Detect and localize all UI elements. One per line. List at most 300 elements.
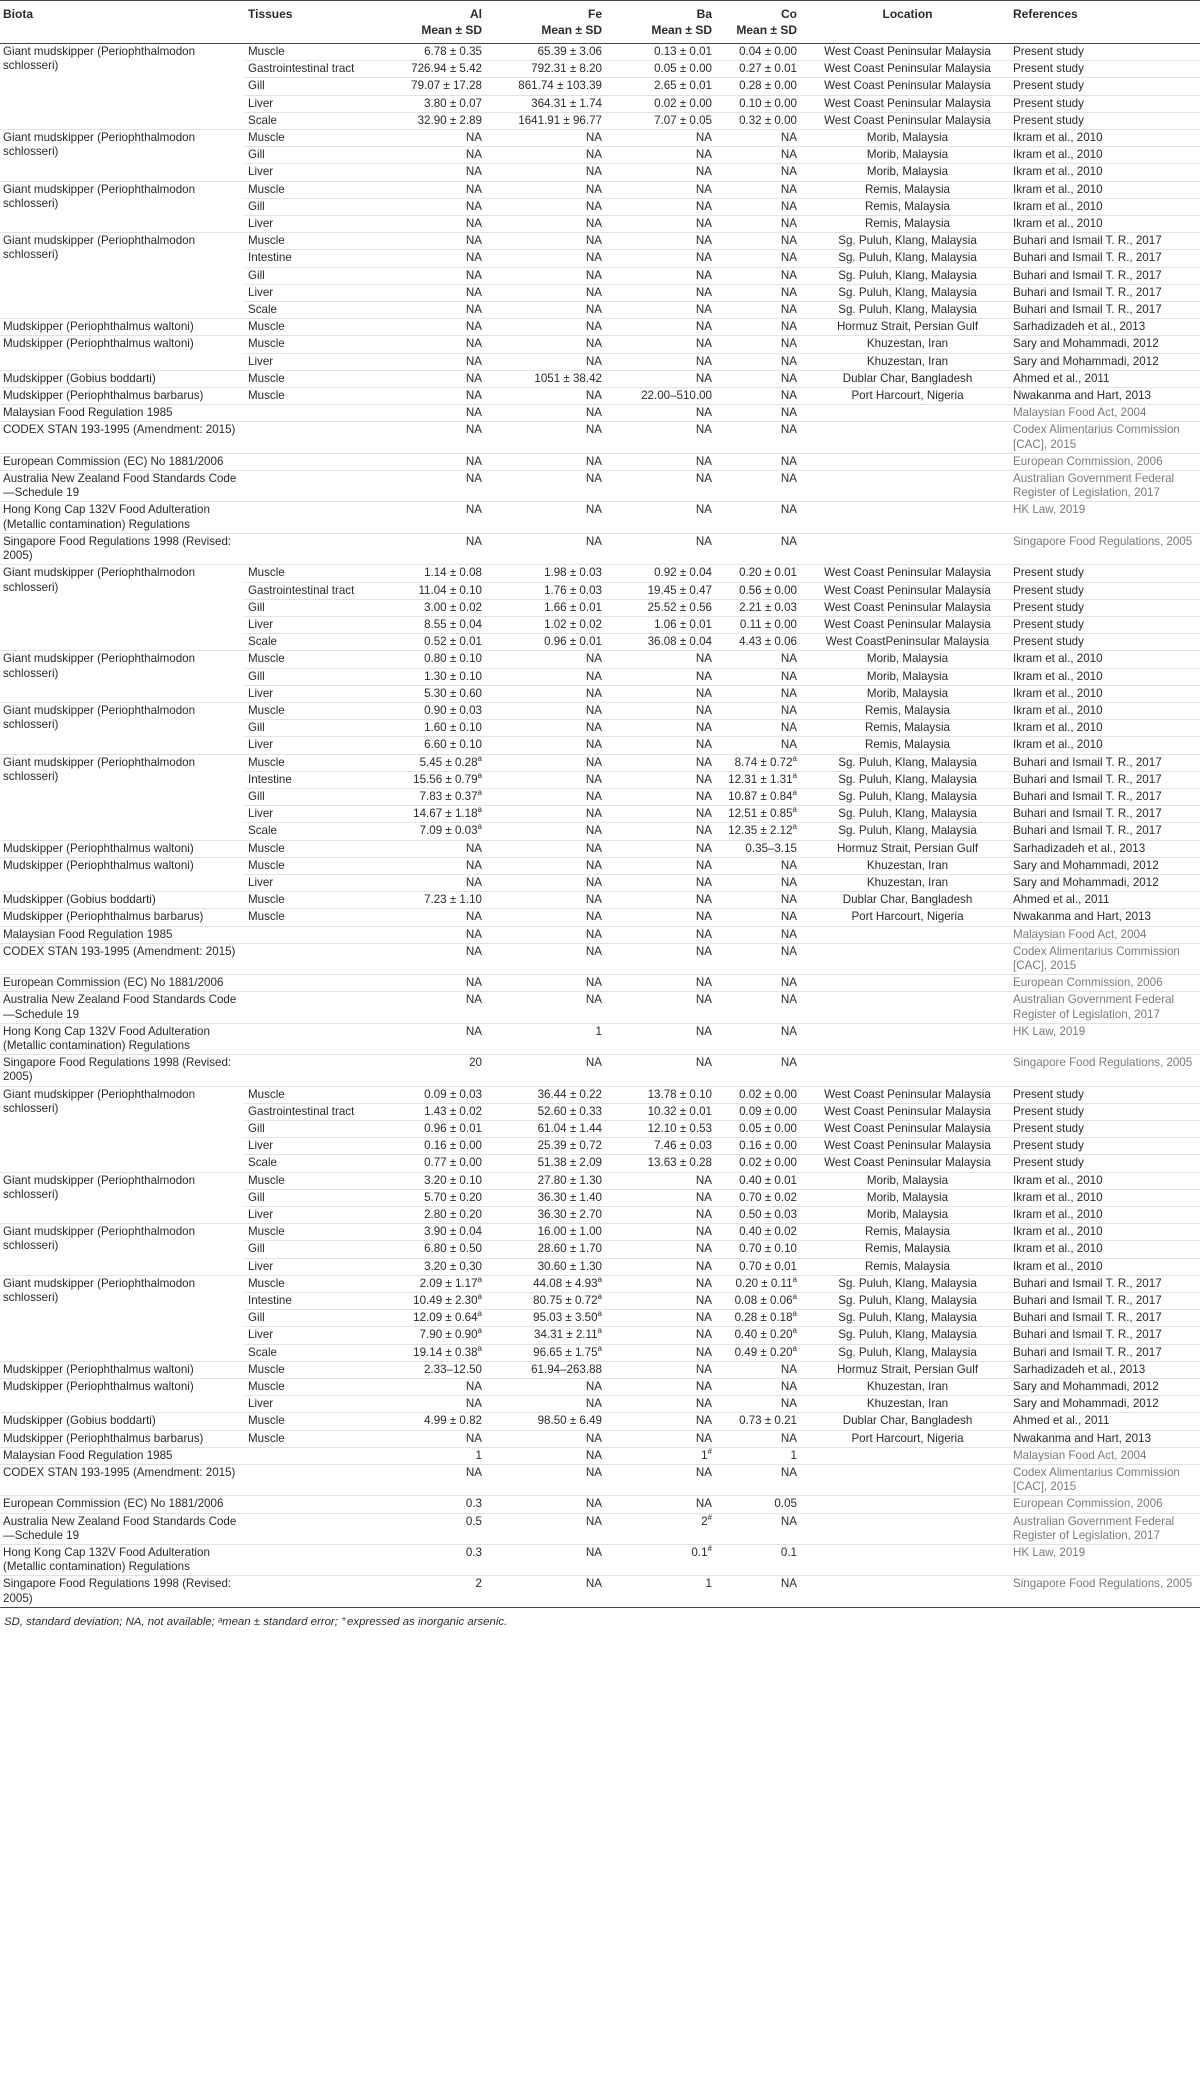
location-cell-text: Morib, Malaysia bbox=[866, 131, 949, 145]
al-cell-text: NA bbox=[465, 1380, 482, 1394]
fe-cell-text: 1641.91 ± 96.77 bbox=[518, 113, 602, 127]
fe-cell-text: NA bbox=[585, 789, 602, 803]
fe-cell bbox=[490, 1361, 610, 1378]
co-cell-text: NA bbox=[780, 472, 797, 486]
location-cell bbox=[805, 78, 1010, 95]
ba-cell bbox=[610, 1293, 720, 1310]
al-cell-text: 726.94 ± 5.42 bbox=[411, 62, 482, 76]
al-cell-text: 2.80 ± 0.20 bbox=[424, 1208, 482, 1222]
al-cell-text: 19.14 ± 0.38 bbox=[413, 1345, 478, 1359]
tissue-cell-text: Liver bbox=[248, 217, 274, 231]
tissue-cell bbox=[245, 1545, 365, 1576]
location-cell-text: West Coast Peninsular Malaysia bbox=[824, 1104, 991, 1118]
co-cell-text: NA bbox=[780, 652, 797, 666]
location-cell-text: Remis, Malaysia bbox=[864, 217, 951, 231]
tissue-cell bbox=[245, 582, 365, 599]
location-cell bbox=[805, 788, 1010, 805]
reference-cell bbox=[1010, 61, 1200, 78]
al-cell bbox=[365, 806, 490, 823]
co-cell-text: 0.10 ± 0.00 bbox=[739, 96, 797, 110]
ba-cell bbox=[610, 1344, 720, 1361]
ba-cell bbox=[610, 44, 720, 61]
al-cell bbox=[365, 533, 490, 564]
table-row bbox=[0, 1379, 1200, 1396]
tissue-cell-text: Gill bbox=[248, 268, 265, 282]
co-cell-text: NA bbox=[780, 337, 797, 351]
reference-cell-text: Present study bbox=[1013, 600, 1084, 614]
fe-cell-text: NA bbox=[585, 503, 602, 517]
fe-cell-text: 61.04 ± 1.44 bbox=[537, 1122, 602, 1135]
biota-cell bbox=[0, 651, 245, 703]
al-cell bbox=[365, 370, 490, 387]
location-cell-text: Sg. Puluh, Klang, Malaysia bbox=[838, 285, 977, 299]
co-cell-text: NA bbox=[780, 320, 797, 334]
tissue-cell bbox=[245, 198, 365, 215]
fe-cell-text: 1 bbox=[595, 1024, 602, 1038]
ba-cell-text: NA bbox=[695, 182, 712, 196]
al-cell bbox=[365, 892, 490, 909]
ba-cell-text: 25.52 ± 0.56 bbox=[647, 600, 712, 614]
tissue-cell bbox=[245, 926, 365, 943]
co-cell-text: 0.28 ± 0.00 bbox=[739, 79, 797, 93]
tissue-cell bbox=[245, 388, 365, 405]
regulation-row bbox=[0, 992, 1200, 1023]
fe-cell-superscript: a bbox=[597, 1326, 602, 1336]
co-cell-text: NA bbox=[780, 927, 797, 941]
reference-cell-text: Present study bbox=[1013, 1139, 1084, 1153]
reference-cell-text: Nwakanma and Hart, 2013 bbox=[1013, 389, 1151, 403]
tissue-cell bbox=[245, 702, 365, 719]
reference-cell bbox=[1010, 1189, 1200, 1206]
table-row bbox=[0, 181, 1200, 198]
ba-cell bbox=[610, 1465, 720, 1496]
reference-cell-text: Codex Alimentarius Commission [CAC], 2015 bbox=[1013, 423, 1180, 451]
reference-cell bbox=[1010, 616, 1200, 633]
fe-cell-text: NA bbox=[585, 1497, 602, 1511]
al-cell-text: 1.30 ± 0.10 bbox=[424, 669, 482, 683]
regulation-name-cell bbox=[0, 926, 245, 943]
reference-cell bbox=[1010, 926, 1200, 943]
tissue-cell bbox=[245, 147, 365, 164]
al-cell-text: NA bbox=[465, 976, 482, 990]
al-cell bbox=[365, 78, 490, 95]
al-cell bbox=[365, 1513, 490, 1544]
tissue-cell-text: Muscle bbox=[248, 652, 285, 666]
fe-cell bbox=[490, 198, 610, 215]
table-row bbox=[0, 233, 1200, 250]
co-cell-text: NA bbox=[780, 454, 797, 468]
fe-cell-text: NA bbox=[585, 217, 602, 231]
fe-cell-text: NA bbox=[585, 772, 602, 786]
table-row bbox=[0, 909, 1200, 926]
reference-cell bbox=[1010, 857, 1200, 874]
al-cell bbox=[365, 95, 490, 112]
location-cell-text: West Coast Peninsular Malaysia bbox=[824, 1087, 991, 1101]
location-cell bbox=[805, 892, 1010, 909]
fe-cell-text: 34.31 ± 2.11 bbox=[534, 1328, 598, 1342]
al-cell-superscript: a bbox=[477, 1343, 482, 1353]
ba-cell-text: NA bbox=[695, 199, 712, 213]
tissue-cell-text: Muscle bbox=[248, 45, 285, 58]
tissue-cell-text: Liver bbox=[248, 1208, 274, 1222]
co-cell-text: NA bbox=[780, 534, 797, 548]
table-row bbox=[0, 1275, 1200, 1292]
reference-cell bbox=[1010, 198, 1200, 215]
table-body bbox=[0, 44, 1200, 1608]
location-cell-text: Morib, Malaysia bbox=[866, 652, 949, 666]
reference-cell bbox=[1010, 1447, 1200, 1464]
fe-cell bbox=[490, 1496, 610, 1513]
reference-cell-text: Sarhadizadeh et al., 2013 bbox=[1013, 841, 1146, 855]
al-cell bbox=[365, 1275, 490, 1292]
fe-cell bbox=[490, 95, 610, 112]
tissue-cell bbox=[245, 1055, 365, 1086]
al-cell bbox=[365, 453, 490, 470]
al-cell bbox=[365, 1224, 490, 1241]
reference-cell-text: Buhari and Ismail T. R., 2017 bbox=[1013, 1328, 1162, 1342]
reference-cell bbox=[1010, 164, 1200, 181]
ba-cell-text: NA bbox=[695, 1294, 712, 1308]
header-fe-stat: Mean ± SD bbox=[541, 23, 602, 37]
co-cell-text: 12.31 ± 1.31 bbox=[728, 772, 793, 786]
ba-cell bbox=[610, 1496, 720, 1513]
location-cell bbox=[805, 533, 1010, 564]
reference-cell bbox=[1010, 975, 1200, 992]
fe-cell-text: NA bbox=[585, 875, 602, 889]
al-cell bbox=[365, 267, 490, 284]
table-row bbox=[0, 651, 1200, 668]
ba-cell bbox=[610, 61, 720, 78]
tissue-cell bbox=[245, 634, 365, 651]
co-cell bbox=[720, 216, 805, 233]
tissue-cell bbox=[245, 95, 365, 112]
fe-cell-text: NA bbox=[585, 1448, 602, 1462]
ba-cell bbox=[610, 1258, 720, 1275]
location-cell-text: Remis, Malaysia bbox=[864, 182, 951, 196]
fe-cell bbox=[490, 181, 610, 198]
table-row bbox=[0, 1413, 1200, 1430]
fe-cell-text: NA bbox=[585, 652, 602, 666]
ba-cell bbox=[610, 1023, 720, 1054]
biota-cell-text: Giant mudskipper (Periophthalmodon schlosseri) bbox=[3, 234, 196, 262]
reference-cell bbox=[1010, 370, 1200, 387]
co-cell-text: 0.35–3.15 bbox=[745, 841, 797, 855]
tissue-cell bbox=[245, 1447, 365, 1464]
location-cell-text: Remis, Malaysia bbox=[864, 703, 951, 717]
ba-cell-text: NA bbox=[695, 1414, 712, 1428]
reference-cell-text: Present study bbox=[1013, 113, 1084, 127]
header-co-stat: Mean ± SD bbox=[736, 23, 797, 37]
biota-cell bbox=[0, 336, 245, 370]
co-cell-text: 0.49 ± 0.20 bbox=[734, 1345, 793, 1359]
ba-cell-text: 36.08 ± 0.04 bbox=[647, 635, 712, 649]
fe-cell bbox=[490, 616, 610, 633]
regulation-name-cell bbox=[0, 1447, 245, 1464]
co-cell bbox=[720, 353, 805, 370]
ba-cell-text: NA bbox=[695, 1380, 712, 1394]
location-cell bbox=[805, 1172, 1010, 1189]
table-row bbox=[0, 565, 1200, 582]
ba-cell bbox=[610, 502, 720, 533]
al-cell-text: 7.83 ± 0.37 bbox=[419, 789, 478, 803]
co-cell bbox=[720, 61, 805, 78]
location-cell-text: Khuzestan, Iran bbox=[866, 354, 949, 368]
fe-cell-text: NA bbox=[585, 534, 602, 548]
fe-cell-text: 28.60 ± 1.70 bbox=[537, 1242, 602, 1256]
co-cell-text: NA bbox=[780, 285, 797, 299]
al-cell-text: NA bbox=[465, 217, 482, 231]
location-cell bbox=[805, 565, 1010, 582]
co-cell-text: NA bbox=[780, 148, 797, 162]
tissue-cell bbox=[245, 616, 365, 633]
co-cell bbox=[720, 840, 805, 857]
regulation-name-cell bbox=[0, 422, 245, 453]
ba-cell bbox=[610, 771, 720, 788]
fe-cell-text: NA bbox=[585, 976, 602, 990]
reference-cell-text: Sary and Mohammadi, 2012 bbox=[1013, 875, 1159, 889]
regulation-row bbox=[0, 422, 1200, 453]
reference-cell-text: Ikram et al., 2010 bbox=[1013, 1259, 1103, 1273]
tissue-cell bbox=[245, 840, 365, 857]
fe-cell-text: 1.66 ± 0.01 bbox=[544, 600, 602, 614]
fe-cell-text: NA bbox=[585, 1546, 602, 1560]
co-cell-text: NA bbox=[780, 1577, 797, 1591]
ba-cell bbox=[610, 95, 720, 112]
tissue-cell bbox=[245, 1327, 365, 1344]
reference-cell bbox=[1010, 806, 1200, 823]
tissue-cell-text: Intestine bbox=[248, 772, 292, 786]
location-cell bbox=[805, 216, 1010, 233]
reference-cell-text: Present study bbox=[1013, 1156, 1084, 1170]
tissue-cell-text: Gill bbox=[248, 79, 265, 93]
ba-cell bbox=[610, 471, 720, 502]
reference-cell-text: Sary and Mohammadi, 2012 bbox=[1013, 337, 1159, 351]
co-cell bbox=[720, 233, 805, 250]
tissue-cell bbox=[245, 857, 365, 874]
co-cell bbox=[720, 198, 805, 215]
location-cell-text: West Coast Peninsular Malaysia bbox=[824, 600, 991, 614]
regulation-name-cell-text: European Commission (EC) No 1881/2006 bbox=[3, 1497, 224, 1511]
co-cell bbox=[720, 112, 805, 129]
al-cell bbox=[365, 1155, 490, 1172]
ba-cell bbox=[610, 130, 720, 147]
location-cell bbox=[805, 250, 1010, 267]
al-cell bbox=[365, 130, 490, 147]
reference-cell-text: Present study bbox=[1013, 79, 1084, 93]
al-cell bbox=[365, 1207, 490, 1224]
biota-cell-text: Giant mudskipper (Periophthalmodon schlosseri) bbox=[3, 1225, 196, 1253]
al-cell-text: 12.09 ± 0.64 bbox=[413, 1311, 478, 1325]
header-ba bbox=[610, 1, 720, 44]
co-cell bbox=[720, 370, 805, 387]
tissue-cell bbox=[245, 233, 365, 250]
tissue-cell bbox=[245, 216, 365, 233]
tissue-cell bbox=[245, 1241, 365, 1258]
al-cell-superscript: a bbox=[477, 770, 482, 780]
co-cell bbox=[720, 302, 805, 319]
reference-cell-text: Sary and Mohammadi, 2012 bbox=[1013, 1380, 1159, 1394]
biota-cell bbox=[0, 857, 245, 891]
regulation-name-cell bbox=[0, 453, 245, 470]
regulation-name-cell bbox=[0, 471, 245, 502]
fe-cell bbox=[490, 164, 610, 181]
tissue-cell bbox=[245, 737, 365, 754]
ba-cell-text: 13.78 ± 0.10 bbox=[647, 1087, 712, 1101]
tissue-cell-text: Muscle bbox=[248, 703, 285, 717]
location-cell-text: Khuzestan, Iran bbox=[866, 858, 949, 872]
co-cell bbox=[720, 1430, 805, 1447]
location-cell-text: Dublar Char, Bangladesh bbox=[842, 371, 973, 385]
reference-cell bbox=[1010, 533, 1200, 564]
reference-cell-text: HK Law, 2019 bbox=[1013, 1024, 1086, 1038]
location-cell-text: Sg. Puluh, Klang, Malaysia bbox=[838, 268, 977, 282]
ba-cell-text: NA bbox=[695, 423, 712, 437]
tissue-cell bbox=[245, 1379, 365, 1396]
biota-cell-text: Giant mudskipper (Periophthalmodon schlosseri) bbox=[3, 755, 196, 783]
biota-cell bbox=[0, 370, 245, 387]
fe-cell bbox=[490, 453, 610, 470]
ba-cell-text: NA bbox=[695, 893, 712, 907]
fe-cell bbox=[490, 754, 610, 771]
reference-cell-text: Ikram et al., 2010 bbox=[1013, 217, 1103, 231]
co-cell-text: 4.43 ± 0.06 bbox=[739, 635, 797, 649]
reference-cell bbox=[1010, 754, 1200, 771]
ba-cell-text: NA bbox=[695, 472, 712, 486]
fe-cell-text: 52.60 ± 0.33 bbox=[537, 1104, 602, 1118]
ba-cell bbox=[610, 582, 720, 599]
tissue-cell bbox=[245, 599, 365, 616]
fe-cell bbox=[490, 1275, 610, 1292]
location-cell-text: Sg. Puluh, Klang, Malaysia bbox=[838, 1311, 977, 1325]
al-cell bbox=[365, 112, 490, 129]
al-cell-text: 2.09 ± 1.17 bbox=[419, 1276, 478, 1290]
co-cell bbox=[720, 453, 805, 470]
location-cell bbox=[805, 1496, 1010, 1513]
tissue-cell bbox=[245, 112, 365, 129]
reference-cell bbox=[1010, 1430, 1200, 1447]
al-cell-text: NA bbox=[465, 251, 482, 265]
reference-cell bbox=[1010, 1379, 1200, 1396]
biota-cell-text: Mudskipper (Gobius boddarti) bbox=[3, 1414, 156, 1428]
reference-cell bbox=[1010, 44, 1200, 61]
fe-cell bbox=[490, 892, 610, 909]
reference-cell bbox=[1010, 112, 1200, 129]
ba-cell bbox=[610, 453, 720, 470]
tissue-cell-text: Muscle bbox=[248, 131, 285, 145]
ba-cell bbox=[610, 1413, 720, 1430]
fe-cell bbox=[490, 1172, 610, 1189]
tissue-cell-text: Liver bbox=[248, 165, 274, 179]
location-cell bbox=[805, 370, 1010, 387]
location-cell bbox=[805, 599, 1010, 616]
regulation-name-cell-text: Australia New Zealand Food Standards Code—Schedule 19 bbox=[3, 1514, 237, 1542]
location-cell-text: Morib, Malaysia bbox=[866, 1208, 949, 1222]
ba-cell-text: NA bbox=[695, 354, 712, 368]
ba-cell-text: NA bbox=[695, 454, 712, 468]
ba-cell-text: NA bbox=[695, 337, 712, 351]
ba-cell-text: NA bbox=[695, 534, 712, 548]
reference-cell bbox=[1010, 909, 1200, 926]
regulation-row bbox=[0, 453, 1200, 470]
regulation-row bbox=[0, 502, 1200, 533]
al-cell bbox=[365, 1447, 490, 1464]
ba-cell bbox=[610, 284, 720, 301]
fe-cell bbox=[490, 1207, 610, 1224]
biota-cell-text: Mudskipper (Periophthalmus waltoni) bbox=[3, 320, 194, 334]
tissue-cell-text: Muscle bbox=[248, 1380, 285, 1394]
location-cell bbox=[805, 1121, 1010, 1138]
co-cell bbox=[720, 44, 805, 61]
tissue-cell bbox=[245, 874, 365, 891]
al-cell bbox=[365, 216, 490, 233]
reference-cell bbox=[1010, 284, 1200, 301]
location-cell bbox=[805, 582, 1010, 599]
reference-cell-text: Australian Government Federal Register of Legislation, 2017 bbox=[1013, 993, 1175, 1021]
reference-cell bbox=[1010, 737, 1200, 754]
co-cell bbox=[720, 1023, 805, 1054]
fe-cell-text: 80.75 ± 0.72 bbox=[533, 1294, 598, 1308]
tissue-cell-text: Gill bbox=[248, 1190, 265, 1204]
co-cell-superscript: a bbox=[792, 1309, 797, 1319]
ba-cell bbox=[610, 992, 720, 1023]
location-cell bbox=[805, 1513, 1010, 1544]
al-cell-text: 0.52 ± 0.01 bbox=[424, 635, 482, 649]
tissue-cell-text: Liver bbox=[248, 1139, 274, 1153]
regulation-name-cell bbox=[0, 1513, 245, 1544]
fe-cell-text: 96.65 ± 1.75 bbox=[533, 1345, 598, 1359]
regulation-row bbox=[0, 1055, 1200, 1086]
location-cell bbox=[805, 1545, 1010, 1576]
al-cell-text: 2 bbox=[475, 1577, 482, 1591]
biota-cell-text: Giant mudskipper (Periophthalmodon schlosseri) bbox=[3, 45, 196, 73]
tissue-cell bbox=[245, 302, 365, 319]
location-cell bbox=[805, 616, 1010, 633]
tissue-cell bbox=[245, 1413, 365, 1430]
reference-cell bbox=[1010, 651, 1200, 668]
co-cell bbox=[720, 874, 805, 891]
al-cell bbox=[365, 1241, 490, 1258]
fe-cell bbox=[490, 702, 610, 719]
tissue-cell-text: Scale bbox=[248, 1156, 278, 1170]
regulation-name-cell bbox=[0, 533, 245, 564]
tissue-cell bbox=[245, 1293, 365, 1310]
fe-cell bbox=[490, 975, 610, 992]
biota-cell-text: Giant mudskipper (Periophthalmodon schlosseri) bbox=[3, 1173, 196, 1201]
location-cell-text: Dublar Char, Bangladesh bbox=[842, 893, 973, 907]
location-cell-text: Remis, Malaysia bbox=[864, 1242, 951, 1256]
location-cell bbox=[805, 336, 1010, 353]
biota-cell-text: Mudskipper (Periophthalmus barbarus) bbox=[3, 389, 204, 403]
location-cell bbox=[805, 1310, 1010, 1327]
co-cell bbox=[720, 806, 805, 823]
al-cell bbox=[365, 840, 490, 857]
al-cell bbox=[365, 634, 490, 651]
location-cell-text: West Coast Peninsular Malaysia bbox=[824, 583, 991, 597]
fe-cell-text: 792.31 ± 8.20 bbox=[531, 62, 602, 76]
location-cell-text: Morib, Malaysia bbox=[866, 1173, 949, 1187]
al-cell bbox=[365, 471, 490, 502]
co-cell-text: NA bbox=[780, 234, 797, 248]
co-cell-text: 0.20 ± 0.01 bbox=[739, 566, 797, 580]
regulation-name-cell-text: Hong Kong Cap 132V Food Adulteration (Metallic contamination) Regulations bbox=[3, 1024, 210, 1052]
al-cell bbox=[365, 1023, 490, 1054]
biota-cell-text: Giant mudskipper (Periophthalmodon schlosseri) bbox=[3, 131, 196, 159]
al-cell-text: NA bbox=[465, 1397, 482, 1411]
reference-cell bbox=[1010, 319, 1200, 336]
location-cell-text: West Coast Peninsular Malaysia bbox=[824, 113, 991, 127]
al-cell-text: 3.80 ± 0.07 bbox=[424, 96, 482, 110]
al-cell bbox=[365, 1293, 490, 1310]
